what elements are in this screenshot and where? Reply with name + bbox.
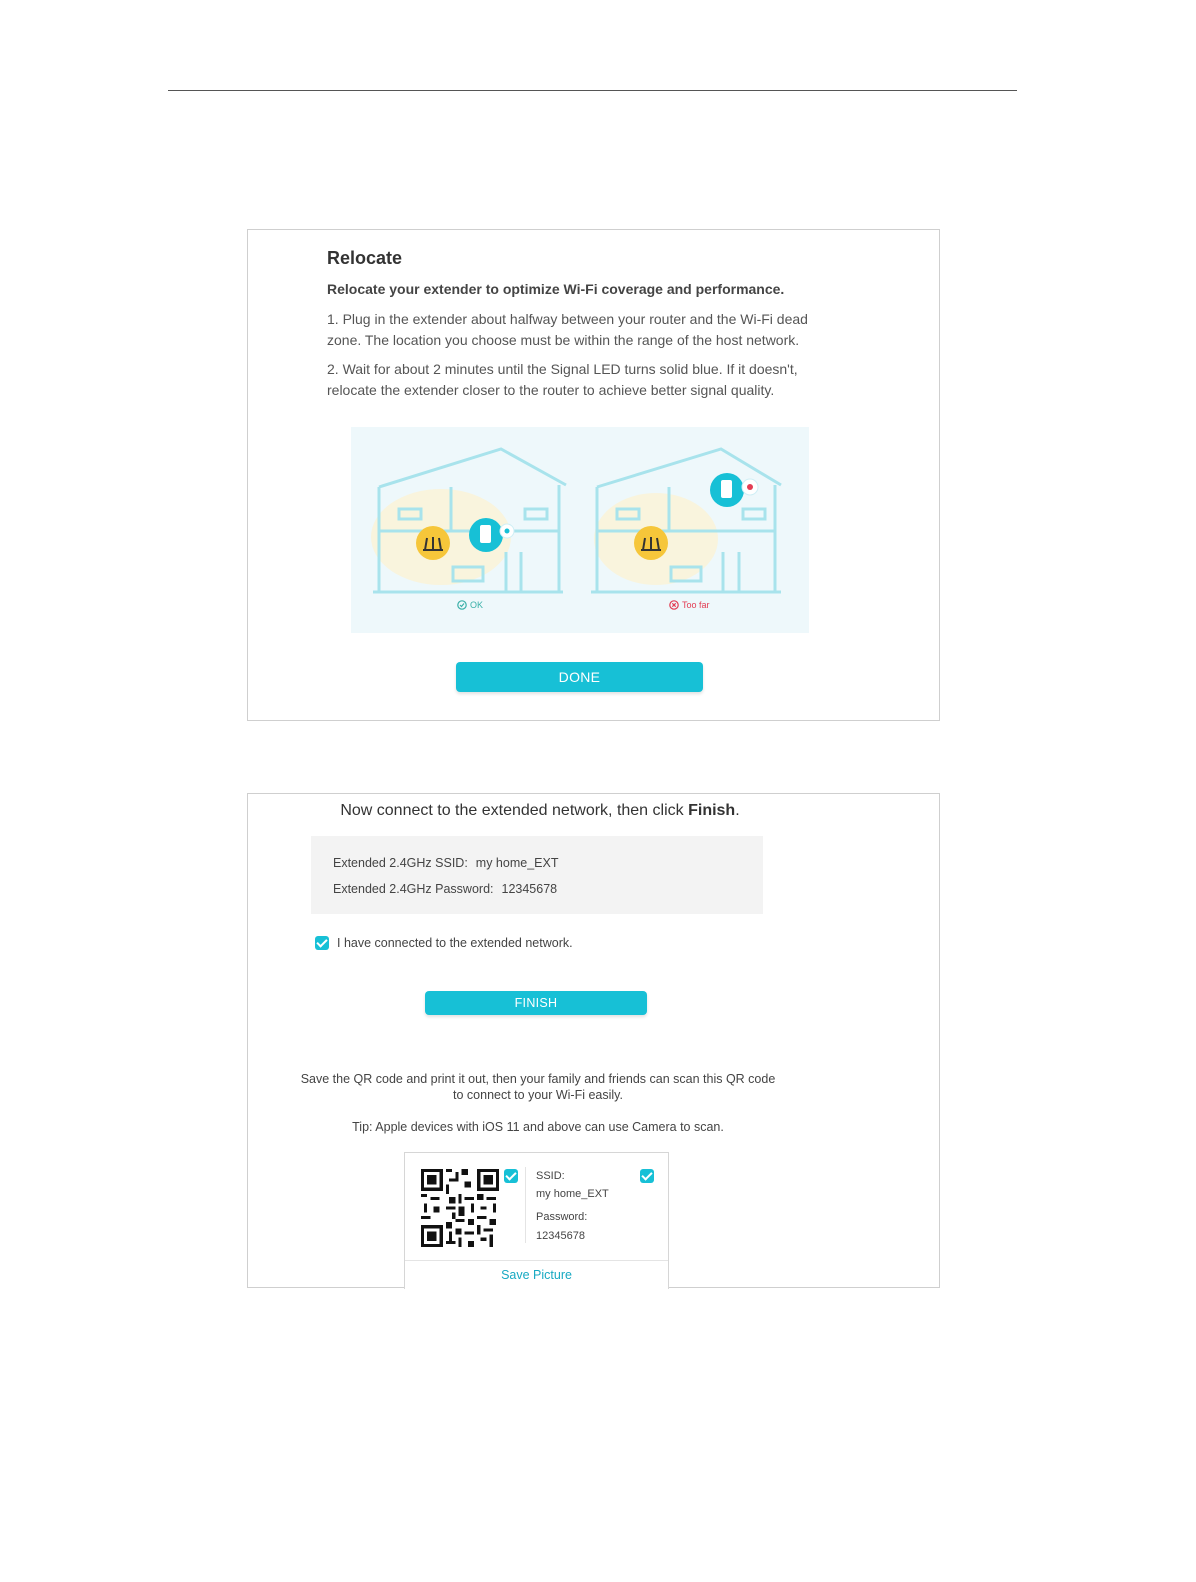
ssid-value: my home_EXT xyxy=(475,856,559,870)
qr-password-label: Password: xyxy=(536,1211,588,1223)
qr-include-checkbox[interactable] xyxy=(504,1169,518,1183)
relocate-subtitle: Relocate your extender to optimize Wi-Fi coverage and performance. xyxy=(327,281,785,297)
too-far-caption xyxy=(669,600,710,610)
finish-panel xyxy=(247,793,940,1288)
ssid-row xyxy=(333,856,558,870)
ok-caption xyxy=(457,600,483,610)
qr-password-value: 12345678 xyxy=(536,1230,585,1242)
qr-description: Save the QR code and print it out, then your family and friends can scan this QR code to connect to your Wi-Fi easily. xyxy=(300,1072,776,1102)
qr-divider xyxy=(525,1167,526,1243)
house-ok-illustration xyxy=(371,449,566,592)
connected-checkbox[interactable] xyxy=(315,936,329,950)
qr-card xyxy=(404,1152,669,1289)
qr-code-image xyxy=(421,1169,499,1247)
qr-card-divider xyxy=(405,1260,668,1261)
error-circle-icon xyxy=(669,600,679,610)
too-far-label: Too far xyxy=(682,600,710,610)
relocate-title: Relocate xyxy=(327,248,403,268)
password-value: 12345678 xyxy=(501,882,558,896)
password-label: Extended 2.4GHz Password: xyxy=(333,882,494,896)
ssid-include-checkbox[interactable] xyxy=(640,1169,654,1183)
qr-ssid-value: my home_EXT xyxy=(536,1188,609,1200)
done-button[interactable]: DONE xyxy=(456,662,703,692)
password-row xyxy=(333,882,557,896)
houses-illustration xyxy=(351,427,809,633)
page-header-rule xyxy=(168,90,1017,91)
finish-heading xyxy=(248,802,832,820)
connected-confirmation xyxy=(315,936,573,950)
finish-heading-suffix: . xyxy=(735,802,740,819)
qr-ssid-label: SSID: xyxy=(536,1170,565,1182)
save-picture-link[interactable]: Save Picture xyxy=(501,1268,572,1282)
relocate-step-2: 2. Wait for about 2 minutes until the Signal LED turns solid blue. If it doesn't, relocate the extender closer to the router to achieve better signal quality. xyxy=(327,361,798,398)
relocate-step-1: 1. Plug in the extender about halfway between your router and the Wi-Fi dead zone. The location you choose must be within the range of the host network. xyxy=(327,311,808,348)
extended-network-info xyxy=(311,836,763,914)
finish-heading-bold: Finish xyxy=(688,802,736,819)
finish-heading-prefix: Now connect to the extended network, then click xyxy=(340,802,684,819)
ok-label: OK xyxy=(470,600,484,610)
ssid-label: Extended 2.4GHz SSID: xyxy=(333,856,468,870)
finish-button[interactable]: FINISH xyxy=(425,991,647,1015)
placement-illustration xyxy=(351,427,809,633)
qr-tip: Tip: Apple devices with iOS 11 and above can use Camera to scan. xyxy=(352,1120,724,1134)
check-circle-icon xyxy=(457,600,467,610)
house-too-far-illustration xyxy=(591,449,781,592)
connected-label: I have connected to the extended network. xyxy=(337,936,573,950)
relocate-panel xyxy=(247,229,940,721)
